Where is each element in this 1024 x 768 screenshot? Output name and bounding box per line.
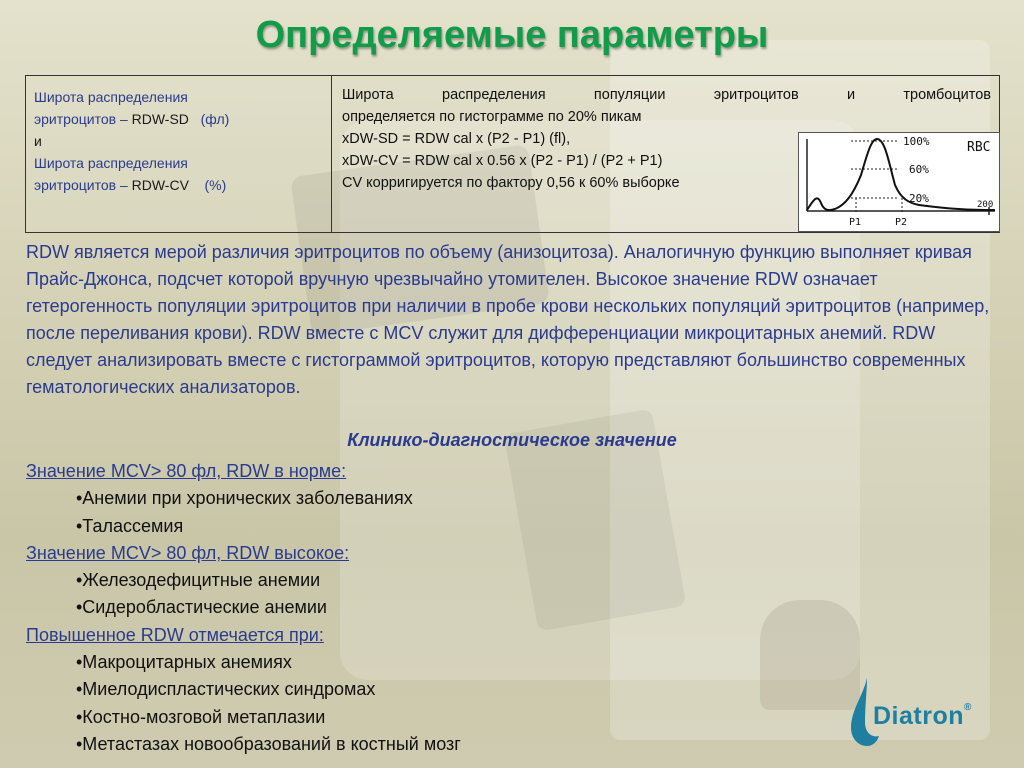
section-heading-normal-rdw: Значение MCV> 80 фл, RDW в норме: xyxy=(26,461,347,481)
right-line-1: Широта распределения популяции эритроцитов и тромбоцитов xyxy=(342,87,991,103)
rbc-histogram xyxy=(798,132,1000,232)
logo-wordmark: Diatron xyxy=(873,702,964,730)
left-line-5-prefix: эритроцитов – xyxy=(34,177,132,193)
left-line-5 xyxy=(34,174,323,196)
level-label-100: 100% xyxy=(903,135,930,148)
list-item: •Макроцитарных анемиях xyxy=(76,652,292,673)
clinical-significance-heading: Клинико-диагностическое значение xyxy=(347,430,677,450)
section-heading-high-rdw: Значение MCV> 80 фл, RDW высокое: xyxy=(26,542,350,563)
logo-text xyxy=(873,702,972,731)
rbc-histogram-svg xyxy=(799,133,999,231)
table-left-cell xyxy=(26,76,332,232)
left-line-2-prefix: эритроцитов – xyxy=(34,111,132,127)
rdw-sd-unit: (фл) xyxy=(200,111,230,127)
list-item: •Миелодиспластических синдромах xyxy=(76,679,376,700)
left-line-3: и xyxy=(34,133,42,149)
list-item: •Железодефицитные анемии xyxy=(76,570,321,591)
diatron-logo xyxy=(845,676,1010,748)
histogram-series-label: RBC xyxy=(967,140,991,155)
right-line-4: xDW-CV = RDW cal x 0.56 x (P2 - P1) / (P2 + P1) xyxy=(342,153,663,169)
rdw-cv-code: RDW-CV xyxy=(131,177,189,193)
level-label-20: 20% xyxy=(909,192,929,205)
rdw-cv-unit: (%) xyxy=(204,177,227,193)
p1-label: P1 xyxy=(849,217,862,228)
section-heading-elevated-rdw: Повышенное RDW отмечается при: xyxy=(26,624,324,645)
list-item: •Метастазах новообразований в костный мозг xyxy=(76,733,461,754)
list-item: •Талассемия xyxy=(76,515,184,536)
left-line-2 xyxy=(34,108,323,130)
rdw-sd-code: RDW-SD xyxy=(131,111,189,127)
list-item: •Анемии при хронических заболеваниях xyxy=(76,488,413,509)
left-line-4: Широта распределения xyxy=(34,155,188,171)
level-label-60: 60% xyxy=(909,163,929,176)
right-line-5: CV корригируется по фактору 0,56 к 60% выборке xyxy=(342,175,680,191)
right-line-2: определяется по гистограмме по 20% пикам xyxy=(342,109,642,125)
page-title: Определяемые параметры xyxy=(255,14,769,56)
list-item: •Костно-мозговой метаплазии xyxy=(76,706,326,727)
axis-end-label: 200 xyxy=(977,200,994,210)
p2-label: P2 xyxy=(895,217,908,228)
right-line-3: xDW-SD = RDW cal x (P2 - P1) (fl), xyxy=(342,131,571,147)
registered-mark: ® xyxy=(964,702,972,713)
left-line-1: Широта распределения xyxy=(34,89,188,105)
list-item: •Сидеробластические анемии xyxy=(76,597,327,618)
clinical-list xyxy=(26,458,986,758)
rdw-description: RDW является мерой различия эритроцитов по объему (анизоцитоза). Аналогичную функцию выполняет кривая Прайс-Джонса, подсчет которой вручную чрезвычайно утомителен. Высокое значение RDW означает гетерогенность популяции эритроцитов при наличии в пробе крови нескольких популяций эритроцитов (например, после переливания крови). RDW вместе с MCV служит для дифференциации микроцитарных анемий. RDW следует анализировать вместе с гистограммой эритроцитов, которую представляют большинство современных гематологических анализаторов. xyxy=(26,242,990,397)
